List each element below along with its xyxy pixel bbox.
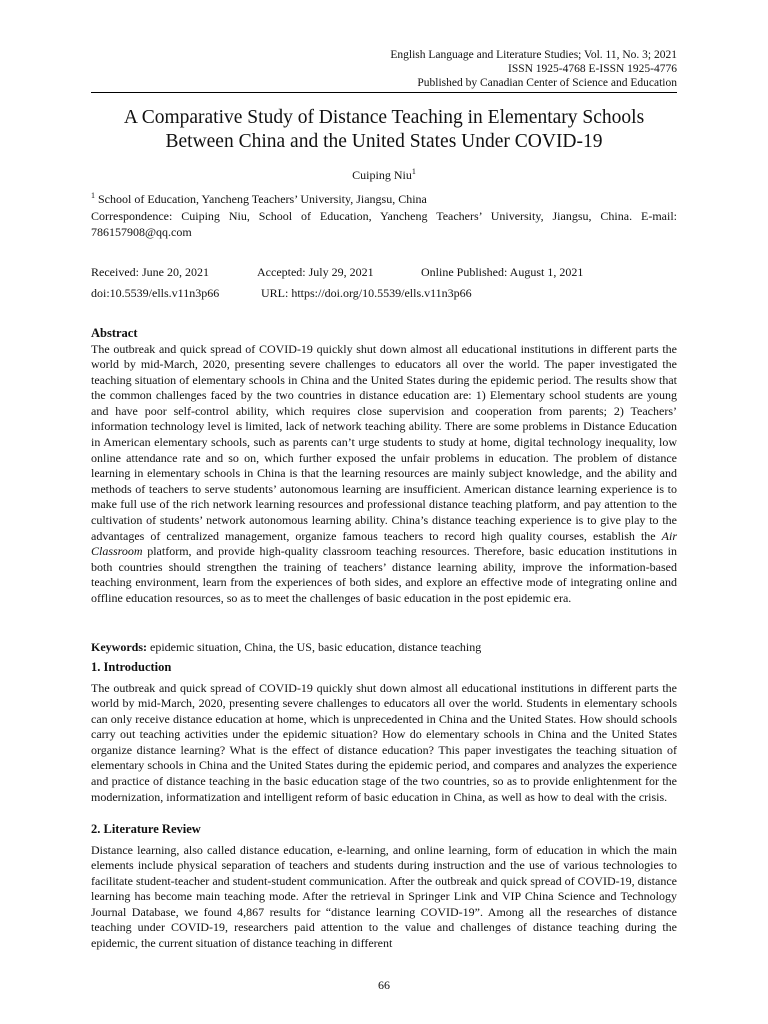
abstract-text-part-2: platform, and provide high-quality classroom teaching resources. Therefore, basic education institutions in both countries should strengthen the training of teachers’ distance learning ability, improve the information-based teaching environment, learn from the experiences of both sides, and explore an effective mode of integrating online and offline education resources, so as to meet the challenges of basic education in the post epidemic era. [91, 544, 677, 605]
affiliation-text: School of Education, Yancheng Teachers’ University, Jiangsu, China [95, 192, 427, 206]
literature-review-heading: 2. Literature Review [91, 822, 201, 836]
affiliation-sup: 1 [91, 191, 95, 200]
literature-review-text: Distance learning, also called distance education, e-learning, and online learning, form of education in which the main elements include physical separation of teachers and students during instruction and the use of various technologies to facilitate student-teacher and student-student communication. After the outbreak and quick spread of COVID-19, distance learning has become main teaching mode. After the retrieval in Springer Link and VIP China Science and Technology Journal Database, we found 4,867 results for “distance learning COVID-19”. Among all the researches of distance teaching under COVID-19, researchers paid attention to the value and challenges of distance teaching during the epidemic, the current situation of distance teaching in different [91, 842, 677, 951]
abstract-italic: Air Classroom [91, 528, 677, 559]
doi-line [91, 286, 677, 302]
journal-header [390, 48, 677, 90]
abstract-section [91, 326, 677, 607]
issn-line: ISSN 1925-4768 E-ISSN 1925-4776 [508, 63, 677, 75]
abstract-text-part-1: The outbreak and quick spread of COVID-19 quickly shut down almost all educational institutions in different parts the world by mid-March, 2020, presenting severe challenges to educators all over the world. The paper investigated the teaching situation of elementary schools in China and the United States during the epidemic period. The results show that the common challenges faced by the two countries in distance education are: 1) Elementary school students are young and have poor self-control ability, which requires close supervision and cooperation from parents; 2) Teachers’ information technology level is limited, lack of network teaching ability. There are some problems in Distance Education in American elementary schools, such as parents can’t urge students to study at home, digital technology inequality, low online attendance rate and so on, which further exposed the unfair problems in education. The problem of distance learning in elementary schools in China is that the learning resources are mainly subject knowledge, and the ability and methods of teachers to serve students’ autonomous learning are insufficient. American distance learning experience is to make full use of the rich network learning resources and professional distance teaching platform, and pay attention to the cultivation of students’ network autonomous learning ability. China’s distance teaching experience is to give play to the advantages of centralized management, organize famous teachers to record high quality courses, establish the [91, 341, 677, 543]
paper-title [91, 106, 677, 154]
introduction-text: The outbreak and quick spread of COVID-19 quickly shut down almost all educational institutions in different parts the world by mid-March, 2020, presenting severe challenges to educators all over the world. Students in elementary schools can only receive distance education at home, which is unprecedented in China and the United States. How should schools carry out teaching activities under the epidemic situation? How do elementary schools in China and the United States organize distance learning? What is the effect of distance education? This paper investigates the teaching situation of elementary schools in China and the United States during the epidemic period, and compares and analyzes the experience and practice of distance teaching in the basic education stage of the two countries, so as to provide enlightenment for the modernization, informatization and intelligent reform of basic education in China, as well as how to deal with the crisis. [91, 680, 677, 804]
title-line-2: Between China and the United States Under COVID-19 [165, 131, 603, 152]
author-name: Cuiping Niu [352, 168, 412, 182]
keywords-text: epidemic situation, China, the US, basic education, distance teaching [147, 640, 482, 654]
introduction-heading: 1. Introduction [91, 660, 172, 674]
received-date: Received: June 20, 2021 [91, 265, 209, 279]
literature-review-section [91, 822, 677, 952]
header-rule [91, 92, 677, 93]
author-sup: 1 [411, 167, 416, 176]
keywords [91, 640, 677, 656]
author [0, 167, 768, 183]
introduction-section [91, 660, 677, 805]
publisher-line: Published by Canadian Center of Science and Education [417, 77, 677, 89]
title-line-1: A Comparative Study of Distance Teaching in Elementary Schools [123, 107, 645, 128]
affiliation [91, 188, 677, 208]
abstract-heading: Abstract [91, 326, 138, 340]
abstract-text [91, 342, 677, 607]
journal-line: English Language and Literature Studies; Vol. 11, No. 3; 2021 [390, 49, 677, 61]
accepted-date: Accepted: July 29, 2021 [257, 265, 374, 279]
correspondence: Correspondence: Cuiping Niu, School of Education, Yancheng Teachers’ University, Jiangsu, China. E-mail: 786157908@qq.com [91, 209, 677, 239]
url-link[interactable]: URL: https://doi.org/10.5539/ells.v11n3p66 [261, 286, 472, 300]
publication-dates [91, 265, 677, 281]
keywords-label: Keywords: [91, 640, 147, 654]
page-number: 66 [378, 978, 390, 992]
online-date: Online Published: August 1, 2021 [421, 265, 584, 279]
doi: doi:10.5539/ells.v11n3p66 [91, 286, 220, 300]
